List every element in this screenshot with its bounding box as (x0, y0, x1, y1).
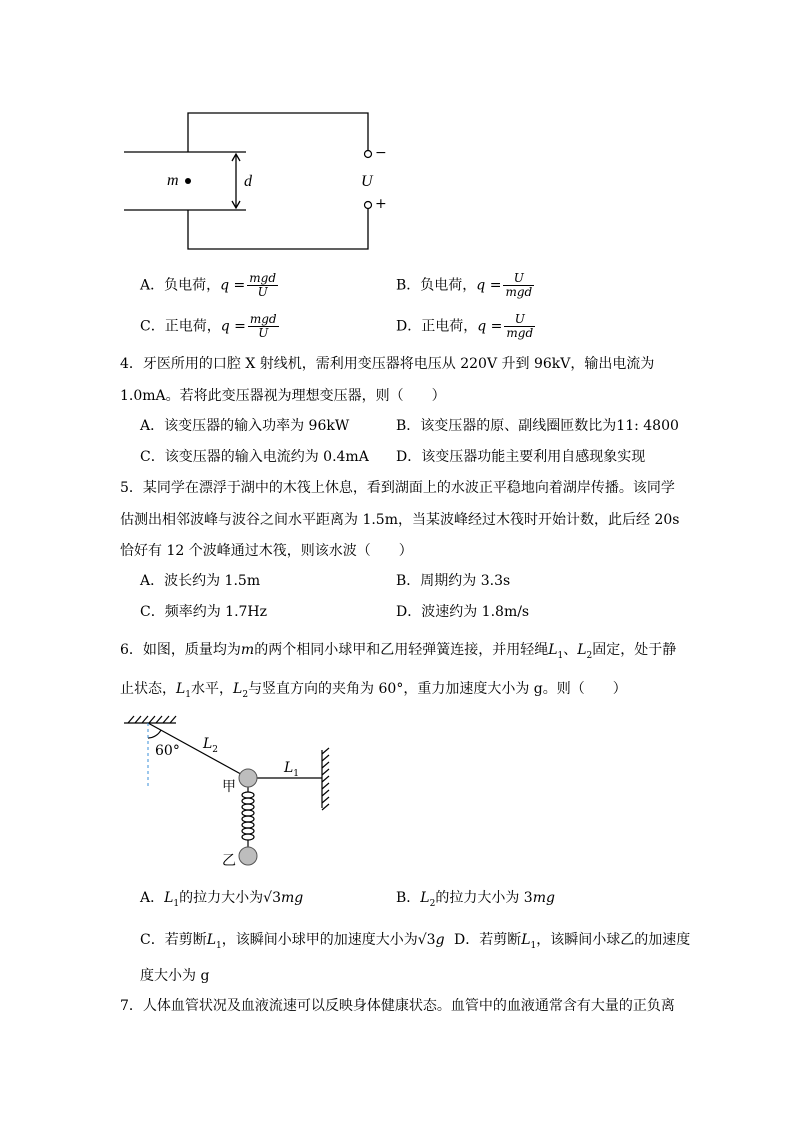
q5-option-a[interactable]: A．波长约为 1.5m (140, 573, 261, 589)
rope-l1-label: $L_1$ (284, 760, 300, 779)
ball-yi-label: 乙 (222, 853, 236, 869)
spring-balls-figure (118, 712, 358, 872)
q5-stem-line2: 估测出相邻波峰与波谷之间水平距离为 1.5m，当某波峰经过木筏时开始计数，此后经 20s (120, 512, 680, 528)
q5-stem-line3: 恰好有 12 个波峰通过木筏，则该水波（ ） (120, 543, 413, 559)
q5-option-d[interactable]: D．波速约为 1.8m/s (396, 604, 530, 620)
distance-label: d (244, 173, 252, 190)
q3-option-c[interactable]: C．正电荷，q = $\frac{\text{mgd}}{U}$ (140, 312, 277, 340)
q7-stem-line1: 7．人体血管状况及血液流速可以反映身体健康状态。血管中的血液通常含有大量的正负离 (120, 998, 675, 1014)
minus-terminal-label: − (375, 145, 387, 161)
q4-option-d[interactable]: D．该变压器功能主要利用自感现象实现 (396, 449, 646, 465)
capacitor-circuit-figure (118, 105, 398, 255)
q6-option-c[interactable]: C．若剪断$L_1$，该瞬间小球甲的加速度大小为√3g (140, 932, 445, 951)
q6-option-d-continuation: 度大小为 g (140, 968, 210, 984)
voltage-label: U (361, 173, 373, 190)
q4-stem-line2: 1.0mA。若将此变压器视为理想变压器，则（ ） (120, 388, 446, 404)
q6-option-b[interactable]: B．$L_2$的拉力大小为 3mg (396, 890, 555, 909)
q4-option-a[interactable]: A．该变压器的输入功率为 96kW (140, 418, 350, 434)
q5-option-c[interactable]: C．频率约为 1.7Hz (140, 604, 268, 620)
q3-option-b[interactable]: B．负电荷，q = $\frac{U}{\text{mgd}}$ (396, 271, 533, 299)
q3-option-d[interactable]: D．正电荷，q = $\frac{U}{\text{mgd}}$ (396, 312, 534, 340)
q5-stem-line1: 5．某同学在漂浮于湖中的木筏上休息，看到湖面上的水波正平稳地向着湖岸传播。该同学 (120, 480, 675, 496)
ball-jia-label: 甲 (222, 779, 236, 795)
angle-label: 60° (155, 743, 180, 759)
q5-option-b[interactable]: B．周期约为 3.3s (396, 573, 511, 589)
q6-option-a[interactable]: A．$L_1$的拉力大小为√3mg (140, 890, 304, 909)
plus-terminal-label: + (375, 196, 387, 212)
q3-option-a[interactable]: A．负电荷，q = $\frac{\text{mgd}}{U}$ (140, 271, 277, 299)
q6-stem-line1: 6．如图，质量均为m的两个相同小球甲和乙用轻弹簧连接，并用轻绳$L_1$、$L_2$固定，处于静 (120, 642, 677, 661)
q4-option-c[interactable]: C．该变压器的输入电流约为 0.4mA (140, 449, 369, 465)
mass-label: m (167, 172, 179, 189)
q4-stem-line1: 4．牙医所用的口腔 X 射线机，需利用变压器将电压从 220V 升到 96kV，输出电流为 (120, 356, 655, 372)
rope-l2-label: $L_2$ (203, 736, 219, 755)
q6-stem-line2: 止状态，$L_1$水平，$L_2$与竖直方向的夹角为 60°，重力加速度大小为 g。则（ ） (120, 681, 627, 700)
q6-option-d[interactable]: D．若剪断$L_1$，该瞬间小球乙的加速度 (454, 932, 691, 951)
q4-option-b[interactable]: B．该变压器的原、副线圈匝数比为11: 4800 (396, 418, 679, 434)
